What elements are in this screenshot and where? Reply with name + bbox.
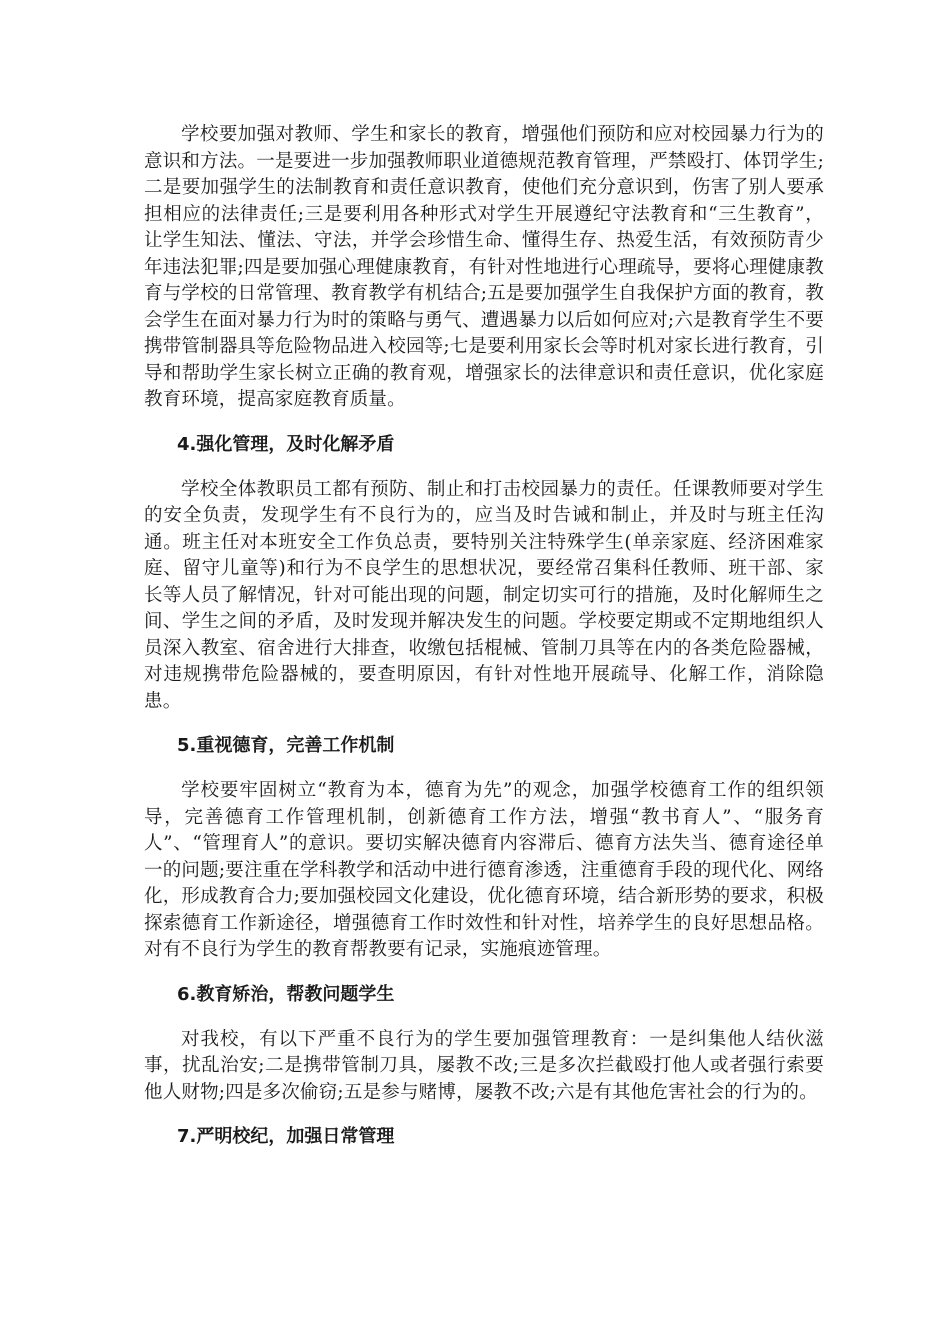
paragraph-education: 学校要加强对教师、学生和家长的教育，增强他们预防和应对校园暴力行为的意识和方法。一是要进一步加强教师职业道德规范教育管理，严禁殴打、体罚学生;二是要加强学生的法制教育和责任意识教育，使他们充分意识到，伤害了别人要承担相应的法律责任;三是要利用各种形式对学生开展遵纪守法教育和“三生教育”，让学生知法、懂法、守法，并学会珍惜生命、懂得生存、热爱生活，有效预防青少年违法犯罪;四是要加强心理健康教育，有针对性地进行心理疏导，要将心理健康教育与学校的日常管理、教育教学有机结合;五是要加强学生自我保护方面的教育，教会学生在面对暴力行为时的策略与勇气、遭遇暴力以后如何应对;六是教育学生不要携带管制器具等危险物品进入校园等;七是要利用家长会等时机对家长进行教育，引导和帮助学生家长树立正确的教育观，增强家长的法律意识和责任意识，优化家庭教育环境，提高家庭教育质量。 (144, 124, 824, 410)
paragraph-moral-education: 学校要牢固树立“教育为本，德育为先”的观念，加强学校德育工作的组织领导，完善德育工作管理机制，创新德育工作方法，增强“教书育人”、“服务育人”、“管理育人”的意识。要切实解决德育内容滞后、德育方法失当、德育途径单一的问题;要注重在学科教学和活动中进行德育渗透，注重德育手段的现代化、网络化，形成教育合力;要加强校园文化建设，优化德育环境，结合新形势的要求，积极探索德育工作新途径，增强德育工作时效性和针对性，培养学生的良好思想品格。对有不良行为学生的教育帮教要有记录，实施痕迹管理。 (144, 780, 824, 960)
document-body (144, 122, 824, 1150)
paragraph-management: 学校全体教职员工都有预防、制止和打击校园暴力的责任。任课教师要对学生的安全负责，发现学生有不良行为的，应当及时告诫和制止，并及时与班主任沟通。班主任对本班安全工作负总责，要特别关注特殊学生(单亲家庭、经济困难家庭、留守儿童等)和行为不良学生的思想状况，要经常召集科任教师、班干部、家长等人员了解情况，针对可能出现的问题，制定切实可行的措施，及时化解师生之间、学生之间的矛盾，及时发现并解决发生的问题。学校要定期或不定期地组织人员深入教室、宿舍进行大排查，收缴包括棍械、管制刀具等在内的各类危险器械，对违规携带危险器械的，要查明原因，有针对性地开展疏导、化解工作，消除隐患。 (144, 478, 824, 712)
paragraph-correction: 对我校，有以下严重不良行为的学生要加强管理教育：一是纠集他人结伙滋事，扰乱治安;二是携带管制刀具，屡教不改;三是多次拦截殴打他人或者强行索要他人财物;四是多次偷窃;五是参与赌博，屡教不改;六是有其他危害社会的行为的。 (144, 1028, 824, 1103)
section-heading-5: 5.重视德育，完善工作机制 (177, 735, 395, 756)
section-heading-7: 7.严明校纪，加强日常管理 (177, 1126, 395, 1147)
section-heading-6: 6.教育矫治，帮教问题学生 (177, 983, 395, 1005)
section-heading-4: 4.强化管理，及时化解矛盾 (177, 433, 395, 455)
